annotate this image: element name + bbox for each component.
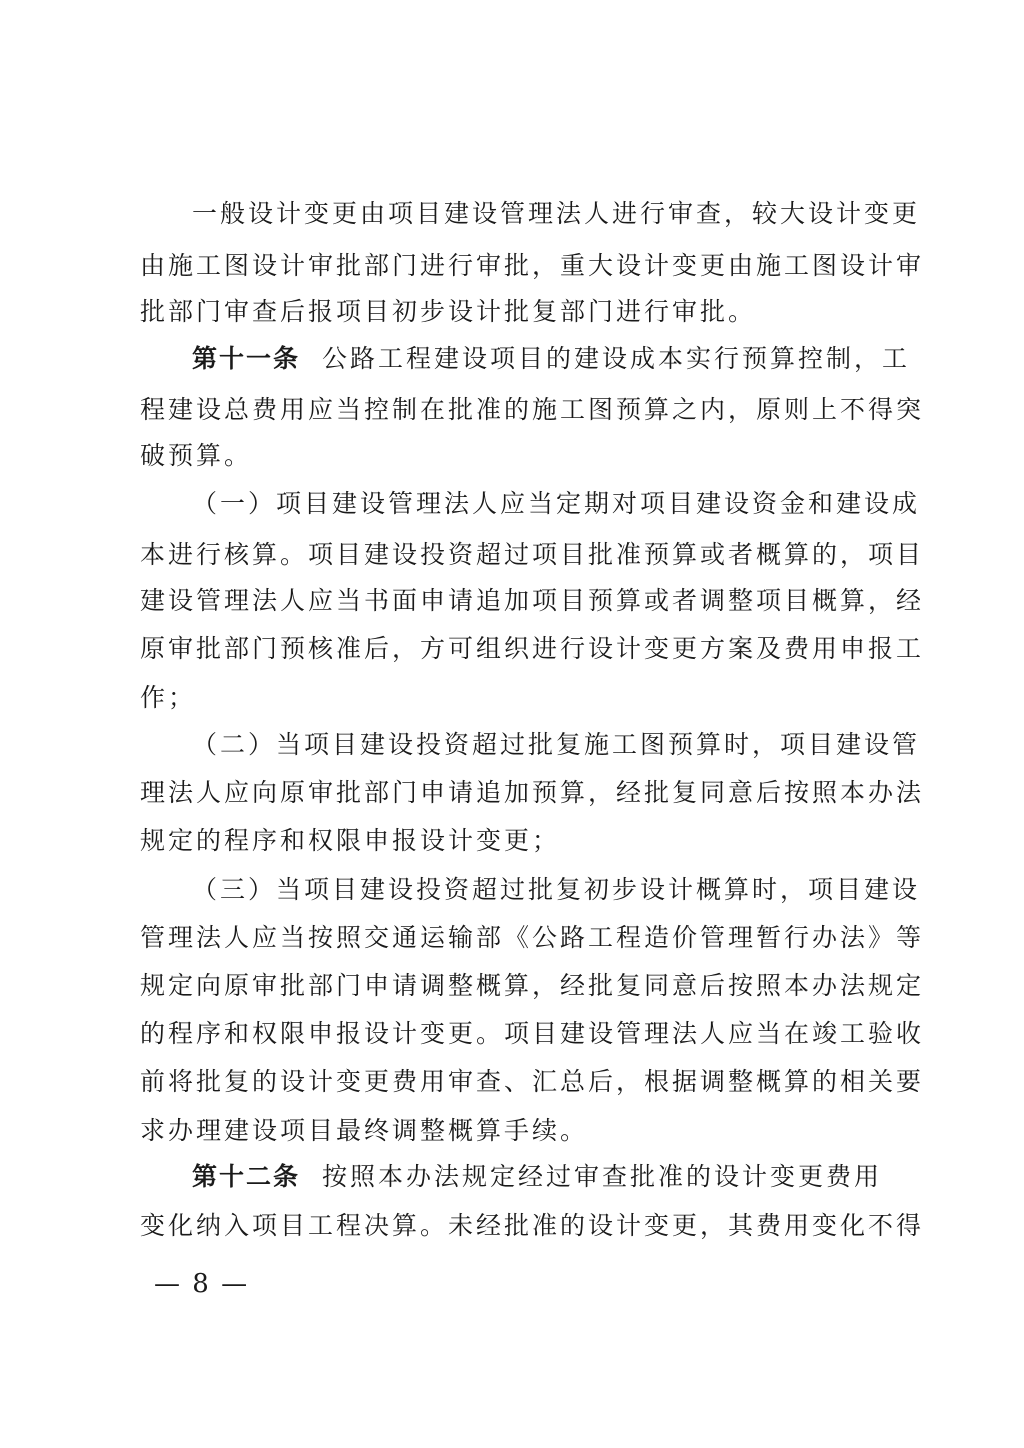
item-2-line-2: 理法人应向原审批部门申请追加预算，经批复同意后按照本办法 [140, 778, 925, 807]
item-3-line-4: 的程序和权限申报设计变更。项目建设管理法人应当在竣工验收 [140, 1019, 925, 1048]
item-1-line-2: 本进行核算。项目建设投资超过项目批准预算或者概算的，项目 [140, 540, 925, 569]
article-12-line-2: 变化纳入项目工程决算。未经批准的设计变更，其费用变化不得 [140, 1211, 925, 1240]
item-2-line-3: 规定的程序和权限申报设计变更； [140, 826, 561, 855]
item-3-line-1: （三）当项目建设投资超过批复初步设计概算时，项目建设 [192, 875, 921, 904]
item-1-line-4: 原审批部门预核准后，方可组织进行设计变更方案及费用申报工 [140, 634, 925, 663]
page-number: — 8 — [154, 1269, 250, 1299]
article-11-heading: 第十一条 [192, 344, 301, 373]
item-3-line-3: 规定向原审批部门申请调整概算，经批复同意后按照本办法规定 [140, 971, 925, 1000]
article-12-line-1 [192, 1162, 883, 1192]
item-3-line-2: 管理法人应当按照交通运输部《公路工程造价管理暂行办法》等 [140, 923, 925, 952]
article-11-text-1: 公路工程建设项目的建设成本实行预算控制，工 [322, 344, 911, 373]
item-3-line-6: 求办理建设项目最终调整概算手续。 [140, 1116, 589, 1145]
article-11-line-1 [192, 344, 911, 374]
item-1-line-5: 作； [140, 683, 197, 712]
paragraph-1-line-1: 一般设计变更由项目建设管理法人进行审查，较大设计变更 [192, 199, 921, 228]
article-11-line-3: 破预算。 [140, 441, 253, 470]
article-11-line-2: 程建设总费用应当控制在批准的施工图预算之内，原则上不得突 [140, 395, 925, 424]
article-12-text-1: 按照本办法规定经过审查批准的设计变更费用 [322, 1162, 883, 1191]
item-2-line-1: （二）当项目建设投资超过批复施工图预算时，项目建设管 [192, 730, 921, 759]
article-12-heading: 第十二条 [192, 1162, 301, 1191]
paragraph-1-line-3: 批部门审查后报项目初步设计批复部门进行审批。 [140, 297, 757, 326]
paragraph-1-line-2: 由施工图设计审批部门进行审批，重大设计变更由施工图设计审 [140, 251, 925, 280]
item-3-line-5: 前将批复的设计变更费用审查、汇总后，根据调整概算的相关要 [140, 1067, 925, 1096]
item-1-line-3: 建设管理法人应当书面申请追加项目预算或者调整项目概算，经 [140, 586, 925, 615]
item-1-line-1: （一）项目建设管理法人应当定期对项目建设资金和建设成 [192, 489, 921, 518]
